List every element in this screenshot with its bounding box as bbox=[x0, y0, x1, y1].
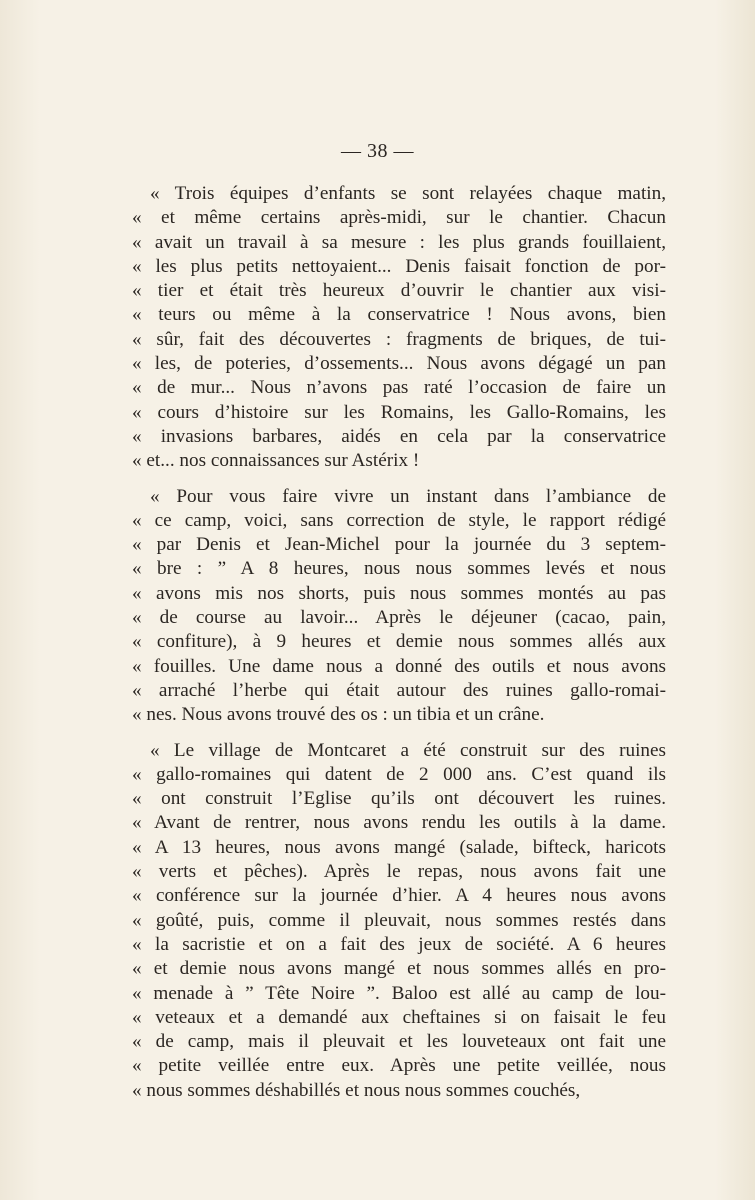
text-line: « cours d’histoire sur les Romains, les Gallo-Romains, les bbox=[132, 401, 666, 423]
text-line: « sûr, fait des découvertes : fragments de briques, de tui- bbox=[132, 328, 666, 350]
text-line: « goûté, puis, comme il pleuvait, nous sommes restés dans bbox=[132, 909, 666, 931]
text-line: « les plus petits nettoyaient... Denis faisait fonction de por- bbox=[132, 255, 666, 277]
text-line: « tier et était très heureux d’ouvrir le chantier aux visi- bbox=[132, 280, 666, 302]
text-line: « ce camp, voici, sans correction de style, le rapport rédigé bbox=[132, 509, 666, 531]
text-line: « avons mis nos shorts, puis nous sommes montés au pas bbox=[132, 582, 666, 604]
text-line: « bre : ” A 8 heures, nous nous sommes levés et nous bbox=[132, 558, 666, 580]
text-line: « la sacristie et on a fait des jeux de société. A 6 heures bbox=[132, 933, 666, 955]
body-text bbox=[132, 182, 666, 1114]
text-line: « et... nos connaissances sur Astérix ! bbox=[132, 450, 420, 472]
paragraph bbox=[132, 485, 666, 728]
text-line: « nes. Nous avons trouvé des os : un tibia et un crâne. bbox=[132, 704, 545, 726]
text-line: « Avant de rentrer, nous avons rendu les outils à la dame. bbox=[132, 812, 666, 834]
text-line: « nous sommes déshabillés et nous nous sommes couchés, bbox=[132, 1079, 581, 1101]
text-line: « gallo-romaines qui datent de 2 000 ans. C’est quand ils bbox=[132, 763, 666, 785]
text-line: « verts et pêches). Après le repas, nous avons fait une bbox=[132, 861, 666, 883]
text-line: « confiture), à 9 heures et demie nous sommes allés aux bbox=[132, 631, 666, 653]
text-line: « avait un travail à sa mesure : les plus grands fouillaient, bbox=[132, 231, 666, 253]
text-line: « teurs ou même à la conservatrice ! Nous avons, bien bbox=[132, 304, 666, 326]
text-line: « et même certains après-midi, sur le chantier. Chacun bbox=[132, 207, 666, 229]
text-line: « A 13 heures, nous avons mangé (salade, bifteck, haricots bbox=[132, 836, 666, 858]
page-number: — 38 — bbox=[341, 140, 414, 162]
paragraph bbox=[132, 739, 666, 1103]
text-line: « menade à ” Tête Noire ”. Baloo est allé au camp de lou- bbox=[132, 982, 666, 1004]
text-line: « les, de poteries, d’ossements... Nous avons dégagé un pan bbox=[132, 353, 666, 375]
text-line: « conférence sur la journée d’hier. A 4 heures nous avons bbox=[132, 885, 666, 907]
text-line: « Trois équipes d’enfants se sont relayées chaque matin, bbox=[150, 183, 666, 204]
text-line: « fouilles. Une dame nous a donné des outils et nous avons bbox=[132, 655, 666, 677]
text-line: « invasions barbares, aidés en cela par la conservatrice bbox=[132, 425, 666, 447]
text-line: « de course au lavoir... Après le déjeuner (cacao, pain, bbox=[132, 607, 666, 629]
text-line: « Le village de Montcaret a été construit sur des ruines bbox=[150, 739, 666, 761]
text-line: « ont construit l’Eglise qu’ils ont découvert les ruines. bbox=[132, 788, 666, 810]
text-line: « veteaux et a demandé aux cheftaines si on faisait le feu bbox=[132, 1006, 666, 1028]
text-line: « arraché l’herbe qui était autour des ruines gallo-romai- bbox=[132, 679, 666, 701]
text-line: « Pour vous faire vivre un instant dans l’ambiance de bbox=[150, 485, 666, 507]
text-line: « de mur... Nous n’avons pas raté l’occasion de faire un bbox=[132, 377, 666, 399]
paragraph bbox=[132, 182, 666, 474]
text-line: « petite veillée entre eux. Après une petite veillée, nous bbox=[132, 1055, 666, 1077]
text-line: « de camp, mais il pleuvait et les louveteaux ont fait une bbox=[132, 1031, 666, 1053]
text-line: « et demie nous avons mangé et nous sommes allés en pro- bbox=[132, 958, 666, 980]
text-line: « par Denis et Jean-Michel pour la journée du 3 septem- bbox=[132, 534, 666, 556]
